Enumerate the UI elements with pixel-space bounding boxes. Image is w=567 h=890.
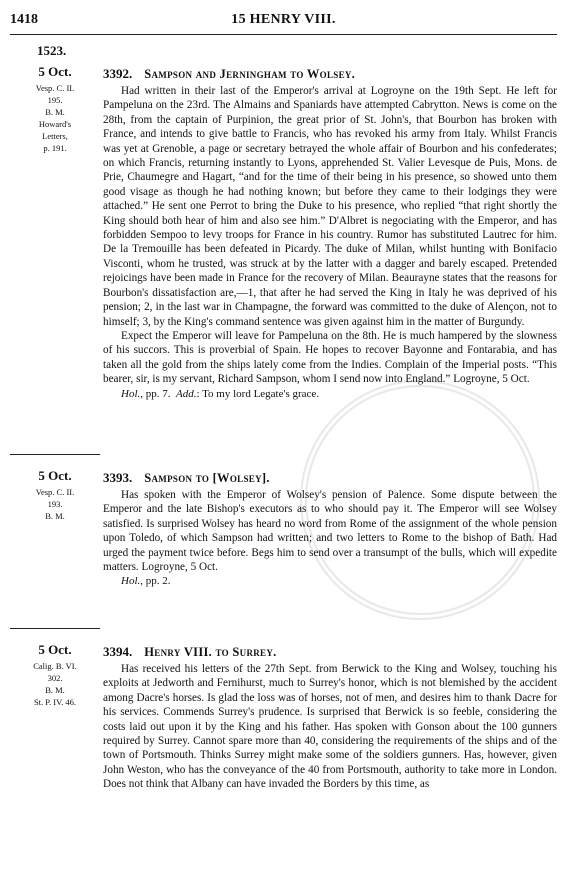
hol-label: Hol.: [121, 575, 141, 588]
entry-date: 5 Oct.: [38, 468, 72, 483]
source-ref: B. M.: [45, 685, 65, 695]
source-ref: St. P. IV. 46.: [33, 697, 77, 707]
source-ref: Vesp. C. II.: [35, 83, 75, 93]
year-label: 1523.: [37, 43, 67, 58]
hol-label: Hol.: [121, 387, 141, 400]
page-count: , pp. 2.: [140, 575, 171, 588]
entry-margin: [10, 64, 100, 154]
source-ref: 193.: [47, 499, 63, 509]
entry-date: 5 Oct.: [38, 642, 72, 657]
entry-body: [103, 662, 557, 792]
entry-heading: [103, 644, 277, 660]
source-ref: B. M.: [45, 511, 65, 521]
entry-heading: [103, 66, 355, 82]
running-title: 15 HENRY VIII.: [231, 12, 336, 27]
entry-title: Sampson and Jerningham to Wolsey.: [144, 67, 356, 81]
entry-margin: [10, 642, 100, 708]
paragraph: Has received his letters of the 27th Sept. from Berwick to the King and Wolsey, touching his exploits at Jedworth and Fernihurst, much to Surrey's honor, which is not blemished by the accident among Dacre's horses. Is glad the loss was of horses, not of men, and desires him to thank Dacre for his services. Commends Surrey's prudence. Is surprised that Berwick is so feeble, considering the costs laid out upon it by the King and his father. Has spoken with Gonson about the 100 gunners required by Surrey. Cannot spare more than 40, considering the requirements of the ships and of the town of Portsmouth. Thinks Surrey might make some of the soldiers gunners. Has, however, given John Weston, who has the conveyance of the 40 from Portsmouth, authority to take more in London. Does not think that Albany can have invaded the Borders by this time, as: [103, 663, 557, 791]
source-ref: 302.: [47, 673, 63, 683]
paragraph: Has spoken with the Emperor of Wolsey's pension of Palence. Some dispute between the Emperor and the late Bishop's executors as to who should pay it. The Emperor will see Wolsey satisfied. Is surprised Wolsey has heard no word from Rome of the assignment of the whole pension upon Toledo, of which Sampson had written; and two letters to Rome to the bishop of Bath. Had urged the payment twice before. Begs him to send over a transumpt of the bulls, which will expedite matters. Logroyne, 5 Oct.: [103, 489, 557, 574]
entry-number: 3392.: [103, 66, 133, 81]
entry-body: [103, 84, 557, 401]
entry-footnote: [103, 387, 557, 401]
paragraph: Expect the Emperor will leave for Pampeluna on the 8th. He is much hampered by the slowness of his succors. This is proverbial of Spain. He hopes to recover Bayonne and Fontarabia, and has taken all the gold from the ships lately come from the Indies. Complain of the Imperial posts. “This bearer, sir, is my servant, Richard Sampson, whom I send now into England.” Logroyne, 5 Oct.: [103, 329, 557, 386]
source-ref: B. M.: [45, 107, 65, 117]
source-ref: Vesp. C. II.: [35, 487, 75, 497]
entry-footnote: [103, 574, 557, 588]
page-number: 1418: [10, 12, 38, 27]
source-ref: p. 191.: [43, 143, 67, 153]
entry-separator: [10, 454, 100, 455]
source-ref: Calig. B. VI.: [33, 661, 77, 671]
paragraph: Had written in their last of the Emperor's arrival at Logroyne on the 19th Sept. He left for Pampeluna on the 23rd. The Almains and Spaniards have attempted Cabrytton. News is come on the 28th, from the captain of Purpinion, the great prior of St. John's, that Bourbon has broken with France, and intends to give battle to Francis, who has revoked his army from Italy. Whilst Francis was yet at Grenoble, a page or secretary betrayed the whole affair of Bourbon and his confederates; on which Francis, returning instantly to Lyons, apprehended St. Valier Levesque de Puis, Mons. de Prie, Chaumegre and Hagart, “and for the time of their being in his presence, so showed unto them good visage as though he had nothing known; but before they came to their lodgings they were attached.” He sent one Perrot to bring the Duke to his presence, who replied “that right shortly the King should both hear of him and also see him.” D'Albret is negociating with the Emperor, and has forbidden Sempoo to levy troops for France in his country. Rumor has substituted Lautrec for him. De la Tremouille has been defeated in Picardy. The duke of Milan, whilst hunting with Bonifacio Visconti, whom he trusted, was struck at by the latter with a dagger and barely escaped. Pretended rejoicings have been made in France for the recovery of Milan. Beaurayne states that the reasons for Bourbon's dissatisfaction are,—1, that after he had served the King in Italy he was deprived of his pension; 2, in the last war in Champagne, the forward was committed to the duke of Alençon, not to himself; 3, by the King's command sentence was given against him in the matter of Burgundy.: [103, 85, 557, 328]
header-rule: [10, 34, 557, 35]
address-text: : To my lord Legate's grace.: [196, 387, 320, 400]
source-ref: Howard's: [38, 119, 72, 129]
source-ref: Letters,: [42, 131, 68, 141]
add-label: Add.: [176, 387, 197, 400]
entry-heading: [103, 470, 270, 486]
entry-date: 5 Oct.: [38, 64, 72, 79]
entry-title: Henry VIII. to Surrey.: [144, 645, 277, 659]
entry-number: 3394.: [103, 644, 133, 659]
entry-number: 3393.: [103, 470, 133, 485]
entry-margin: [10, 468, 100, 522]
source-ref: 195.: [47, 95, 63, 105]
page-count: , pp. 7.: [140, 387, 171, 400]
entry-title: Sampson to [Wolsey].: [144, 471, 270, 485]
entry-body: [103, 488, 557, 588]
entry-separator: [10, 628, 100, 629]
